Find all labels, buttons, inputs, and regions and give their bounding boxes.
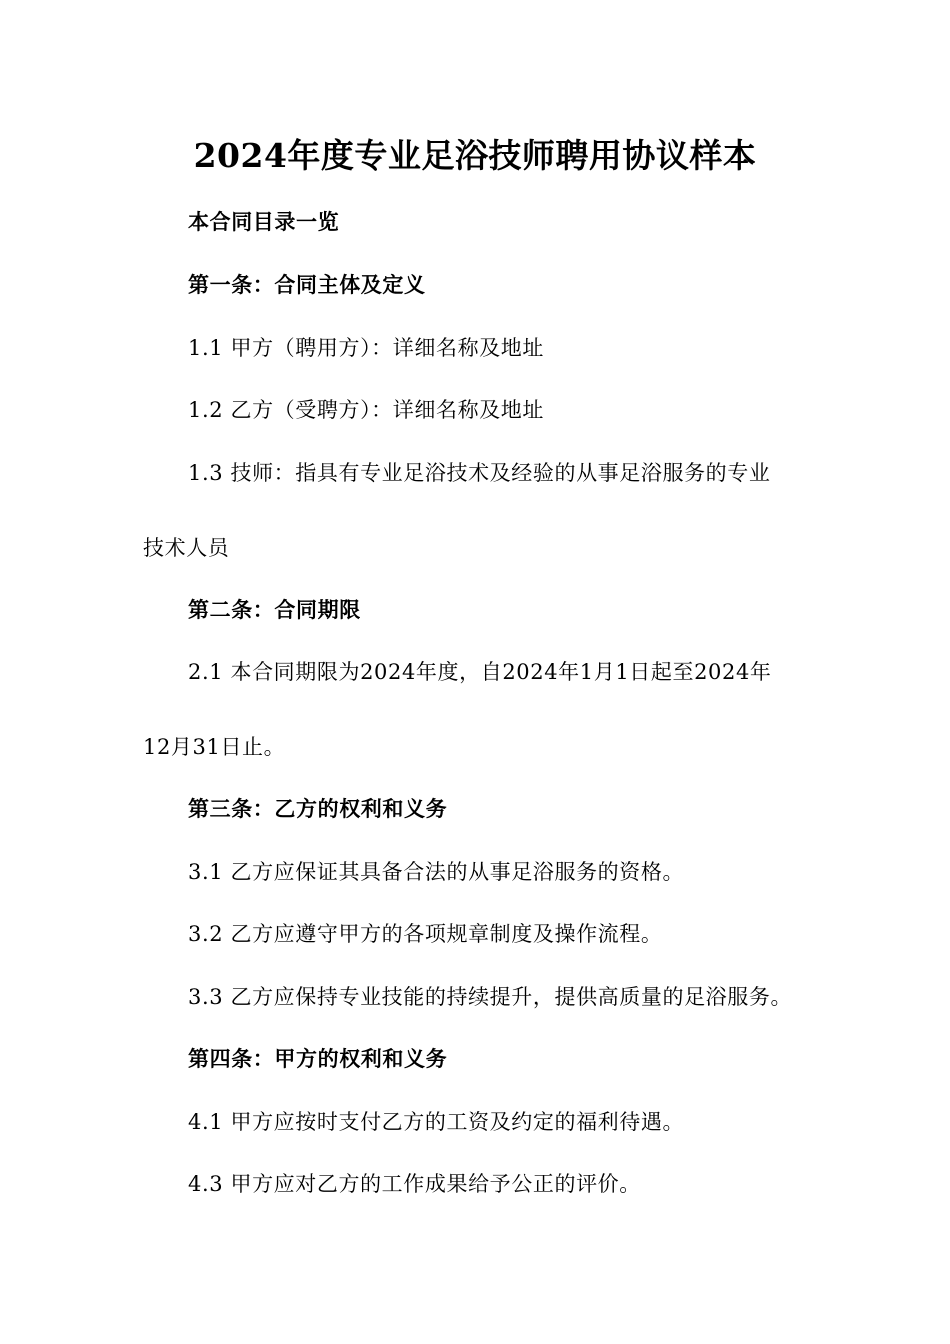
document-title: 2024年度专业足浴技师聘用协议样本 bbox=[193, 136, 757, 175]
clause-3-2: 3.2 乙方应遵守甲方的各项规章制度及操作流程。 bbox=[188, 922, 663, 946]
clause-2-1-line-1: 2.1 本合同期限为2024年度，自2024年1月1日起至2024年 bbox=[188, 660, 772, 684]
clause-1-2: 1.2 乙方（受聘方）：详细名称及地址 bbox=[188, 398, 544, 422]
article-3-heading: 第三条：乙方的权利和义务 bbox=[188, 796, 448, 821]
clause-4-1: 4.1 甲方应按时支付乙方的工资及约定的福利待遇。 bbox=[188, 1110, 685, 1134]
clause-1-1: 1.1 甲方（聘用方）：详细名称及地址 bbox=[188, 336, 544, 360]
clause-3-1: 3.1 乙方应保证其具备合法的从事足浴服务的资格。 bbox=[188, 860, 685, 884]
article-1-heading: 第一条：合同主体及定义 bbox=[188, 272, 426, 297]
article-2-heading: 第二条：合同期限 bbox=[188, 597, 361, 622]
clause-1-3-line-2: 技术人员 bbox=[143, 536, 230, 560]
toc-heading: 本合同目录一览 bbox=[188, 209, 340, 234]
clause-4-3: 4.3 甲方应对乙方的工作成果给予公正的评价。 bbox=[188, 1172, 641, 1196]
clause-3-3: 3.3 乙方应保持专业技能的持续提升，提供高质量的足浴服务。 bbox=[188, 985, 793, 1009]
clause-1-3-line-1: 1.3 技师：指具有专业足浴技术及经验的从事足浴服务的专业 bbox=[188, 461, 771, 485]
article-4-heading: 第四条：甲方的权利和义务 bbox=[188, 1046, 448, 1071]
clause-2-1-line-2: 12月31日止。 bbox=[143, 735, 286, 759]
